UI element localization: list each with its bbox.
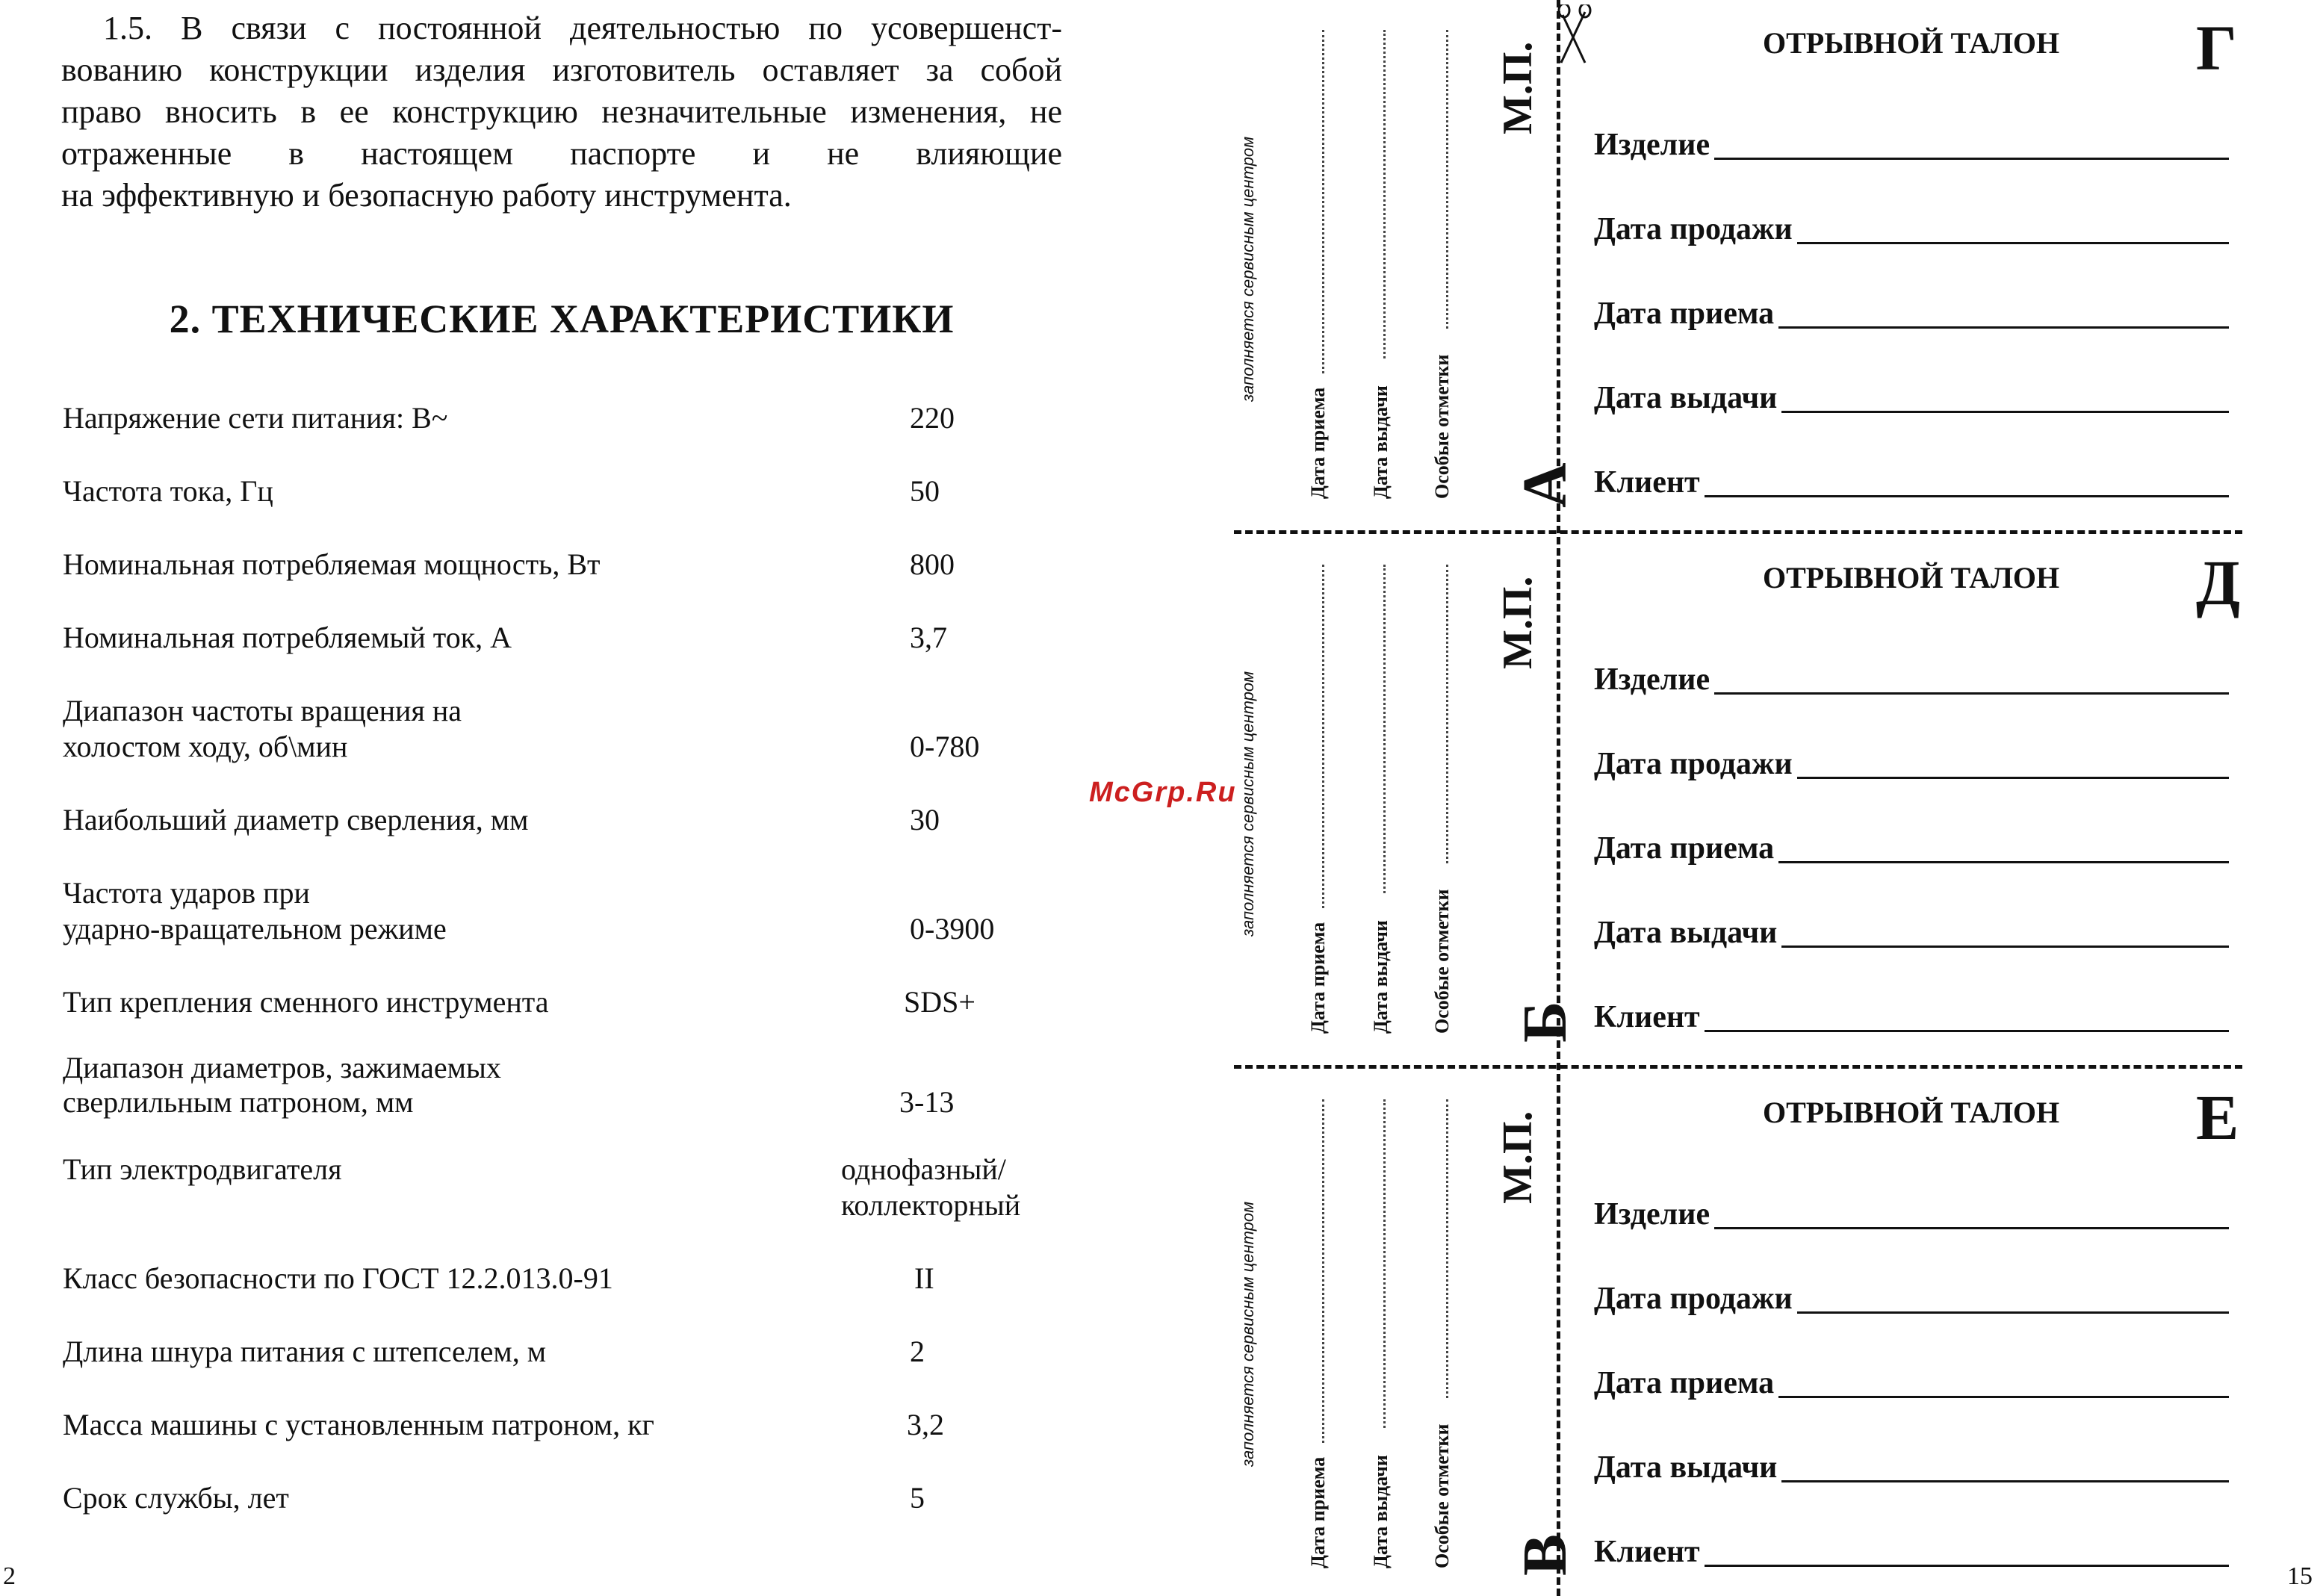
field-label: Клиент (1594, 999, 1705, 1035)
sale-date-field[interactable] (1594, 1278, 2229, 1320)
spec-label: Наибольший диаметр сверления, мм (63, 803, 529, 836)
intro-line: на эффективную и безопасную работу инструмента. (61, 177, 792, 214)
service-note: заполняется сервисным центром (1238, 1201, 1257, 1467)
sale-date-field[interactable] (1594, 743, 2229, 785)
intro-line: отраженные в настоящем паспорте и не влияющие (61, 135, 1062, 172)
stub-notes-label: Особые отметки (1431, 354, 1453, 499)
stub-letter: А (1510, 462, 1580, 508)
spec-label-cont: сверлильным патроном, мм (63, 1085, 414, 1119)
spec-label: Частота тока, Гц (63, 474, 273, 508)
stub-issued-label: Дата выдачи (1370, 920, 1392, 1034)
stub-received-label: Дата приема (1307, 387, 1329, 499)
spec-value: 800 (910, 547, 955, 581)
stub-received-label: Дата приема (1307, 922, 1329, 1034)
spec-value: 3-13 (899, 1085, 955, 1119)
issue-date-field[interactable] (1594, 377, 2229, 419)
dotted-line (1322, 30, 1324, 373)
horizontal-cut-line (1234, 530, 2242, 534)
spec-value-cont: коллекторный (841, 1188, 1021, 1222)
spec-label: Частота ударов при (63, 876, 310, 910)
client-field[interactable] (1594, 462, 2229, 503)
vertical-cut-line (1557, 0, 1560, 1596)
field-label: Изделие (1594, 127, 1714, 163)
spec-label-cont: ударно-вращательном режиме (63, 912, 447, 946)
stamp-mark: М.П. (1495, 1111, 1541, 1204)
stub-issued-label: Дата выдачи (1370, 1455, 1392, 1568)
coupon-title: ОТРЫВНОЙ ТАЛОН (1763, 1096, 2060, 1129)
stamp-mark: М.П. (1495, 576, 1541, 669)
field-label: Дата выдачи (1594, 1450, 1781, 1485)
spec-label: Масса машины с установленным патроном, кг (63, 1408, 654, 1441)
spec-label: Номинальная потребляемая мощность, Вт (63, 547, 601, 581)
spec-value: 0-780 (910, 730, 980, 763)
spec-value: 30 (910, 803, 940, 836)
stub-notes-label: Особые отметки (1431, 1423, 1453, 1568)
spec-value: II (914, 1261, 934, 1295)
spec-value: 5 (910, 1481, 925, 1515)
dotted-line (1383, 1099, 1386, 1428)
spec-label: Напряжение сети питания: В~ (63, 401, 448, 435)
field-label: Дата выдачи (1594, 915, 1781, 951)
field-label: Дата продажи (1594, 746, 1797, 782)
stub-notes-label: Особые отметки (1431, 889, 1453, 1034)
service-note: заполняется сервисным центром (1238, 671, 1257, 937)
issue-date-field[interactable] (1594, 912, 2229, 954)
spec-value: 3,2 (907, 1408, 944, 1441)
intro-paragraph (61, 7, 1062, 217)
stub-issued-label: Дата выдачи (1370, 385, 1392, 499)
coupon-letter: Г (2196, 12, 2237, 84)
receipt-date-field[interactable] (1594, 293, 2229, 335)
stub-letter: Б (1510, 1001, 1580, 1043)
intro-line: вованию конструкции изделия изготовитель оставляет за собой (61, 52, 1062, 88)
dotted-line (1322, 565, 1324, 908)
product-field[interactable] (1594, 1193, 2229, 1235)
sale-date-field[interactable] (1594, 208, 2229, 250)
field-label: Клиент (1594, 465, 1705, 500)
spec-label: Тип крепления сменного инструмента (63, 985, 549, 1019)
receipt-date-field[interactable] (1594, 828, 2229, 869)
scissors-icon (1555, 4, 1594, 64)
service-note: заполняется сервисным центром (1238, 136, 1257, 402)
field-label: Дата приема (1594, 830, 1778, 866)
stamp-mark: М.П. (1495, 41, 1541, 134)
field-label: Дата продажи (1594, 1281, 1797, 1317)
client-field[interactable] (1594, 996, 2229, 1038)
stub-letter: В (1510, 1533, 1580, 1576)
field-label: Дата выдачи (1594, 380, 1781, 416)
spec-label: Диапазон диаметров, зажимаемых (63, 1051, 501, 1084)
page-number-right: 15 (2287, 1562, 2313, 1590)
client-field[interactable] (1594, 1531, 2229, 1573)
spec-value: 220 (910, 401, 955, 435)
dotted-line (1383, 30, 1386, 358)
dotted-line (1446, 30, 1448, 329)
spec-label: Номинальная потребляемый ток, А (63, 621, 512, 654)
spec-value: 0-3900 (910, 912, 995, 946)
dotted-line (1383, 565, 1386, 893)
dotted-line (1322, 1099, 1324, 1443)
field-label: Изделие (1594, 662, 1714, 698)
coupon-title: ОТРЫВНОЙ ТАЛОН (1763, 561, 2060, 594)
field-label: Дата продажи (1594, 211, 1797, 247)
spec-label: Тип электродвигателя (63, 1152, 342, 1186)
issue-date-field[interactable] (1594, 1447, 2229, 1488)
spec-label: Диапазон частоты вращения на (63, 694, 462, 727)
coupon-letter: Д (2196, 547, 2241, 618)
product-field[interactable] (1594, 659, 2229, 701)
spec-value: 50 (910, 474, 940, 508)
dotted-line (1446, 1099, 1448, 1398)
coupon-letter: Е (2196, 1081, 2239, 1153)
spec-label: Класс безопасности по ГОСТ 12.2.013.0-91 (63, 1261, 613, 1295)
spec-label: Длина шнура питания с штепселем, м (63, 1335, 547, 1368)
spec-value: 2 (910, 1335, 925, 1368)
spec-value: 3,7 (910, 621, 947, 654)
dotted-line (1446, 565, 1448, 863)
field-label: Дата приема (1594, 296, 1778, 332)
intro-line: право вносить в ее конструкцию незначительные изменения, не (61, 93, 1062, 130)
watermark: McGrp.Ru (1089, 777, 1237, 808)
coupon-title: ОТРЫВНОЙ ТАЛОН (1763, 26, 2060, 60)
intro-line: 1.5. В связи с постоянной деятельностью по усовершенст- (103, 10, 1062, 46)
page-number-left: 2 (3, 1562, 16, 1590)
field-label: Дата приема (1594, 1365, 1778, 1401)
field-label: Клиент (1594, 1534, 1705, 1570)
horizontal-cut-line (1234, 1065, 2242, 1069)
spec-label-cont: холостом ходу, об\мин (63, 730, 348, 763)
section-title: 2. ТЕХНИЧЕСКИЕ ХАРАКТЕРИСТИКИ (169, 296, 955, 341)
spec-value: однофазный/ (841, 1152, 1006, 1186)
spec-value: SDS+ (904, 985, 976, 1019)
spec-label: Срок службы, лет (63, 1481, 289, 1515)
receipt-date-field[interactable] (1594, 1362, 2229, 1404)
field-label: Изделие (1594, 1196, 1714, 1232)
product-field[interactable] (1594, 124, 2229, 166)
stub-received-label: Дата приема (1307, 1456, 1329, 1568)
